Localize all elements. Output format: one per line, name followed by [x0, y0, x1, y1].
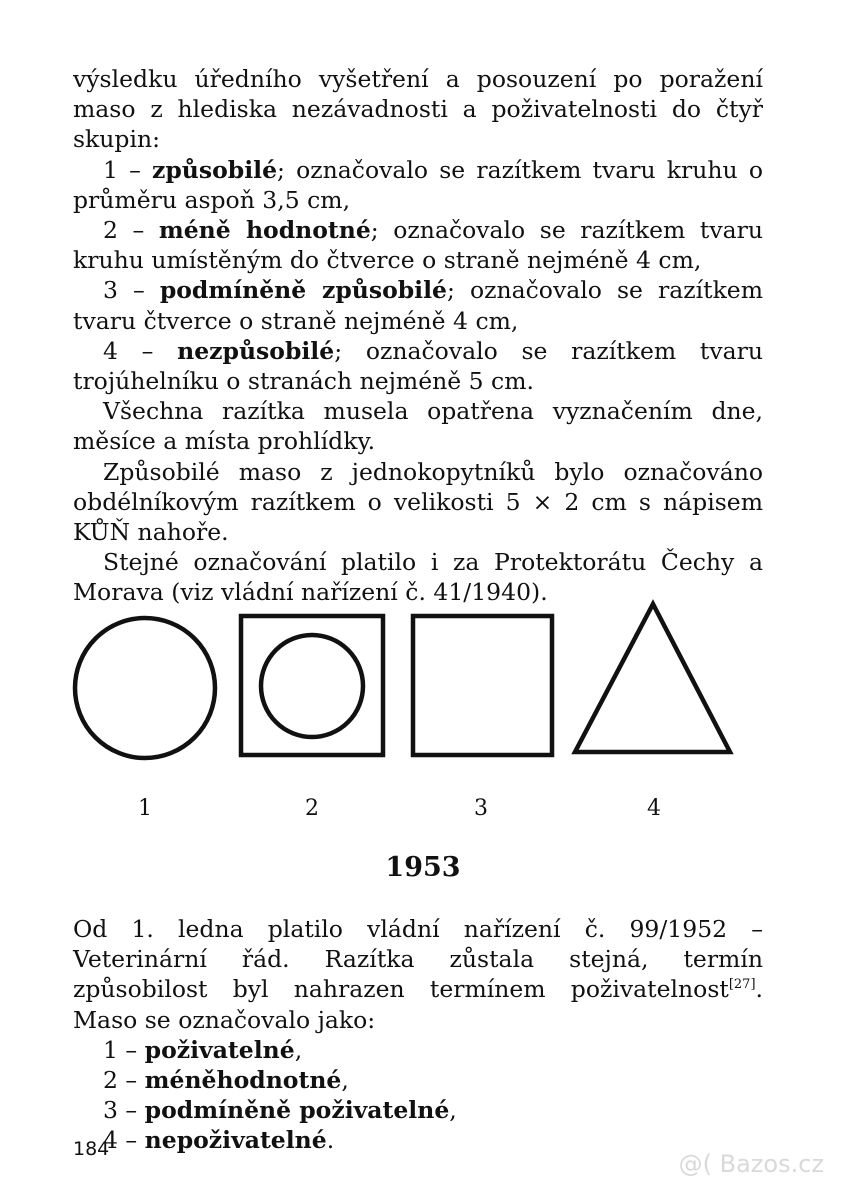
stamp-shape-inner-circle — [261, 635, 363, 737]
list-item-1953-1: 1 – poživatelné, — [103, 1035, 303, 1064]
stamp-shapes-figure — [60, 590, 780, 830]
category-item-4: 4 – nezpůsobilé; označovalo se razítkem tvaru trojúhelníku o stranách nejméně 5 cm. — [73, 336, 763, 396]
main-text-block — [73, 64, 763, 608]
shape-label-4: 4 — [647, 796, 661, 821]
category-item-1: 1 – způsobilé; označovalo se razítkem tvaru kruhu o průměru aspoň 3,5 cm, — [73, 155, 763, 214]
stamps-paragraph: Všechna razítka musela opatřena vyznačením dne, měsíce a místa prohlídky. — [73, 397, 763, 456]
stamp-shape-triangle — [575, 604, 730, 752]
category-item-2: 2 – méně hodnotné; označovalo se razítkem tvaru kruhu umístěným do čtverce o straně nejméně 4 cm, — [73, 216, 763, 275]
watermark: @( Bazos.cz — [678, 1150, 824, 1178]
stamp-shape-square — [413, 616, 552, 755]
list-item-1953-4: 4 – nepoživatelné. — [103, 1126, 335, 1155]
shape-label-2: 2 — [305, 796, 319, 821]
paragraph-1953: Od 1. ledna platilo vládní nařízení č. 99/1952 – Veterinární řád. Razítka zůstala stejná, termín způsobilost byl nahrazen termínem poživatelnost[27]. Maso se označovalo jako: — [73, 915, 763, 1034]
stamp-shape-circle — [75, 618, 215, 758]
text-1953-block — [73, 914, 763, 1156]
intro-paragraph: výsledku úředního vyšetření a posouzení po poražení maso z hlediska nezávadnosti a poživatelnosti do čtyř skupin: — [73, 65, 763, 154]
category-item-3: 3 – podmíněně způsobilé; označovalo se razítkem tvaru čtverce o straně nejméně 4 cm, — [73, 276, 763, 335]
list-item-1953-3: 3 – podmíněně poživatelné, — [103, 1096, 457, 1125]
shape-label-1: 1 — [138, 796, 152, 821]
shape-label-3: 3 — [474, 796, 488, 821]
reference-mark: [27] — [728, 977, 756, 993]
list-item-1953-2: 2 – méněhodnotné, — [103, 1066, 349, 1095]
year-heading: 1953 — [385, 852, 461, 883]
protectorate-paragraph: Stejné označování platilo i za Protektorátu Čechy a Morava (viz vládní nařízení č. 41/1940). — [73, 548, 763, 607]
horse-meat-paragraph: Způsobilé maso z jednokopytníků bylo označováno obdélníkovým razítkem o velikosti 5 × 2 cm s nápisem KŮŇ nahoře. — [73, 457, 763, 547]
page-number: 184 — [73, 1138, 110, 1160]
